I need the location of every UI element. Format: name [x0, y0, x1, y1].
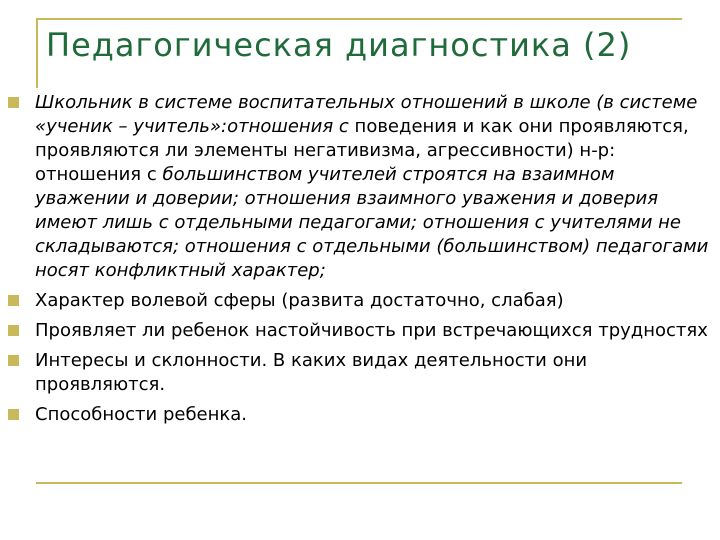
- top-rule: [36, 18, 682, 20]
- left-rule: [36, 18, 38, 88]
- bullet-text: Интересы и склонности. В каких видах деятельности они проявляются.: [35, 350, 588, 395]
- square-bullet-icon: [8, 295, 19, 306]
- bullet-item-will-character: [8, 289, 714, 313]
- bullet-item-interests: [8, 349, 714, 397]
- square-bullet-icon: [8, 409, 19, 420]
- bullet-text: Проявляет ли ребенок настойчивость при встречающихся трудностях: [35, 320, 708, 341]
- bullet-item-school-relations: [8, 91, 714, 283]
- square-bullet-icon: [8, 325, 19, 336]
- bullet-item-persistence: [8, 319, 714, 343]
- bullet-text: Способности ребенка.: [35, 404, 248, 425]
- bullet-text-italic: большинством учителей строятся на взаимном уважении и доверии; отношения взаимного уважения и доверия имеют лишь с отдельными педагогами; отношения с учителями не складываются; отношения с отдельными (большинством) педагогами носят конфликтный характер;: [35, 164, 709, 281]
- slide-title: Педагогическая диагностика (2): [46, 26, 632, 64]
- bottom-rule: [36, 482, 682, 484]
- bullet-text-italic: Школьник в системе воспитательных отношений в школе (в системе «ученик – учитель»:отношения с: [35, 92, 698, 137]
- bullet-text: Характер волевой сферы (развита достаточно, слабая): [35, 290, 564, 311]
- bullet-text: поведения и как они проявляются, проявляются ли элементы негативизма, агрессивности) н-р: отношения с: [35, 116, 689, 185]
- square-bullet-icon: [8, 97, 19, 108]
- square-bullet-icon: [8, 355, 19, 366]
- bullet-list: [8, 91, 714, 433]
- bullet-item-abilities: [8, 403, 714, 427]
